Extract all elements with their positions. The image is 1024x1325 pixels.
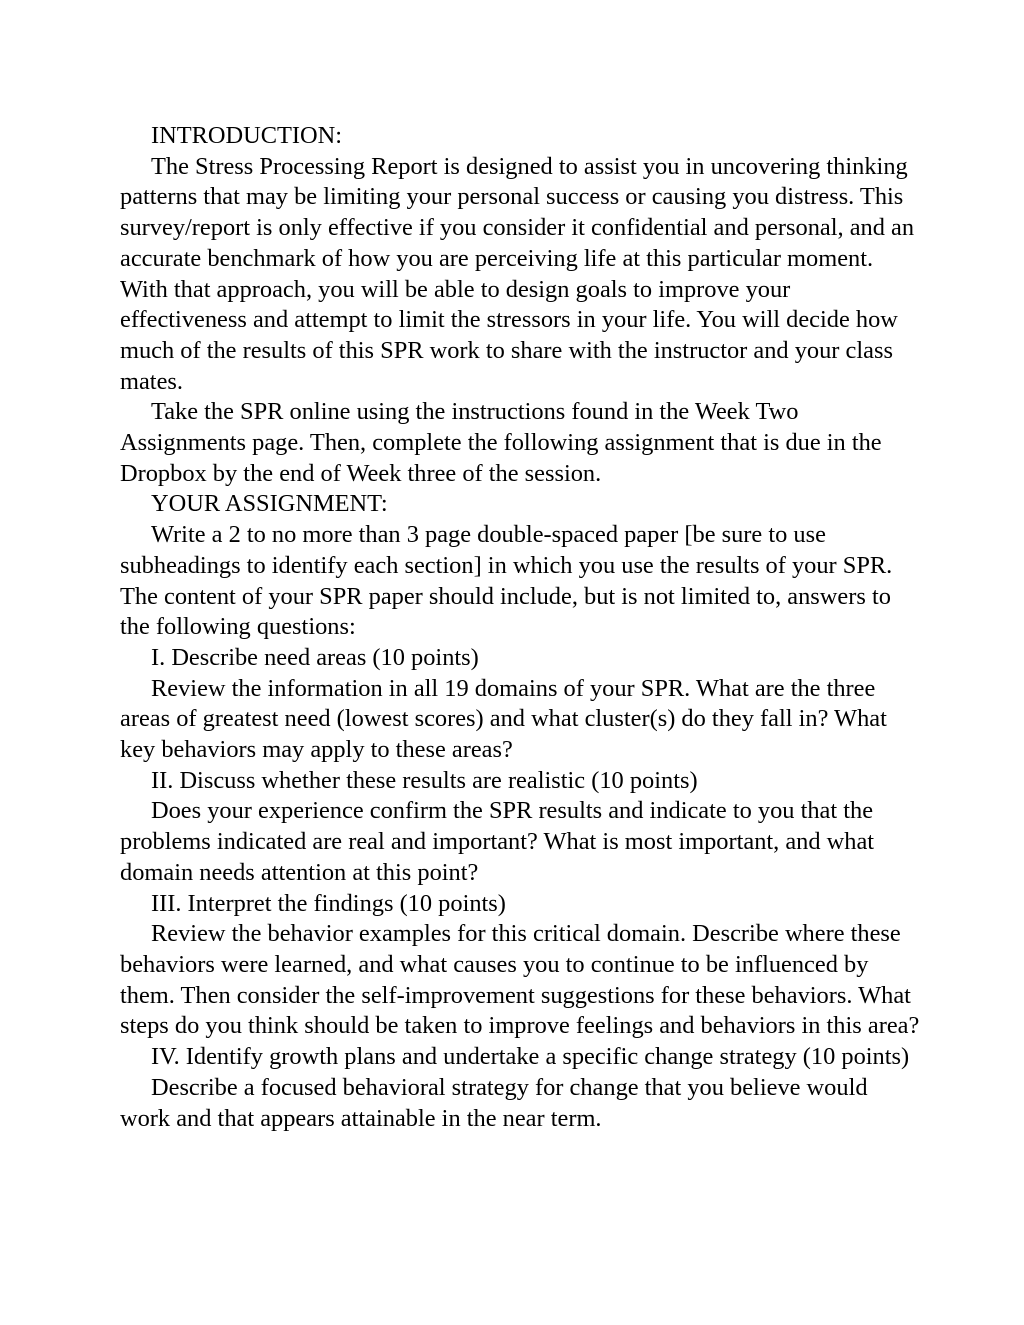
heading-introduction: INTRODUCTION: — [151, 122, 343, 149]
section-heading-interpret: III. Interpret the findings (10 points) — [151, 889, 506, 917]
section-heading-growth-plans: IV. Identify growth plans and undertake a specific change strategy (10 points) — [151, 1043, 910, 1071]
section-heading-realistic: II. Discuss whether these results are realistic (10 points) — [151, 766, 698, 794]
paragraph-need-areas: Review the information in all 19 domains of your SPR. What are the three areas of greatest need (lowest scores) and what cluster(s) do they fall in? What key behaviors may apply to these areas? — [120, 674, 887, 764]
paragraph-assignment-body: Write a 2 to no more than 3 page double-spaced paper [be sure to use subheadings to identify each section] in which you use the results of your SPR. The content of your SPR paper should include, but is not limited to, answers to the following questions: — [120, 521, 893, 641]
paragraph-interpret: Review the behavior examples for this critical domain. Describe where these behaviors were learned, and what causes you to continue to be influenced by them. Then consider the self-improvement suggestions for these behaviors. What steps do you think should be taken to improve feelings and behaviors in this area? — [120, 920, 920, 1040]
paragraph-introduction-body: The Stress Processing Report is designed to assist you in uncovering thinking patterns that may be limiting your personal success or causing you distress. This survey/report is only effective if you consider it confidential and personal, and an accurate benchmark of how you are perceiving life at this particular moment. With that approach, you will be able to design goals to improve your effectiveness and attempt to limit the stressors in your life. You will decide how much of the results of this SPR work to share with the instructor and your class mates. — [120, 152, 915, 395]
section-heading-need-areas: I. Describe need areas (10 points) — [151, 643, 479, 671]
paragraph-instructions: Take the SPR online using the instructions found in the Week Two Assignments page. Then, complete the following assignment that is due in the Dropbox by the end of Week three of the session. — [120, 398, 882, 487]
document-page — [120, 121, 920, 1134]
heading-your-assignment: YOUR ASSIGNMENT: — [151, 490, 388, 518]
paragraph-realistic: Does your experience confirm the SPR results and indicate to you that the problems indicated are real and important? What is most important, and what domain needs attention at this point? — [120, 797, 875, 886]
paragraph-growth-plans: Describe a focused behavioral strategy for change that you believe would work and that appears attainable in the near term. — [120, 1073, 868, 1132]
